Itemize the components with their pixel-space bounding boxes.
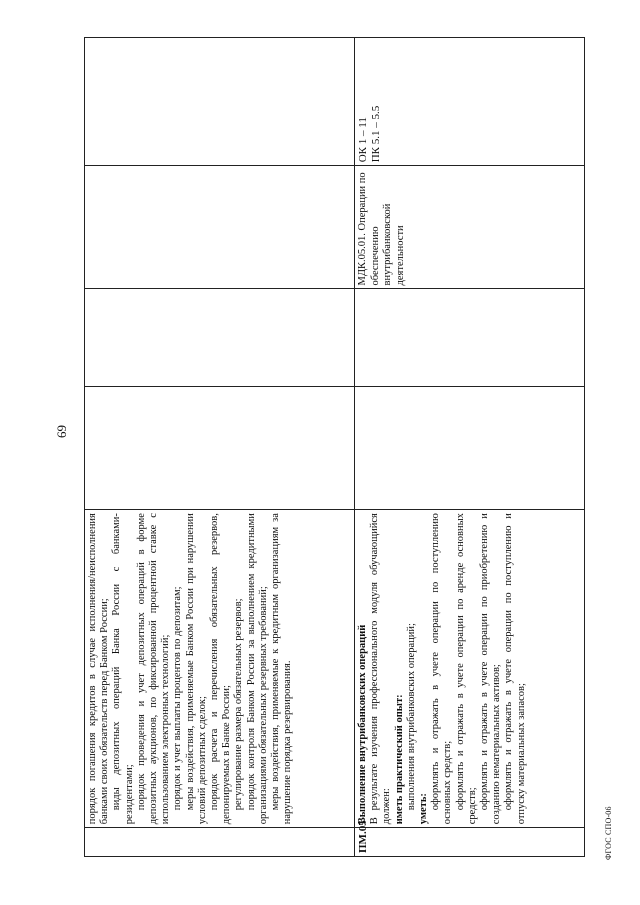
hours-cell <box>355 386 585 509</box>
curriculum-table <box>84 37 585 857</box>
page-number: 69 <box>54 425 69 438</box>
content-cell-top <box>85 510 355 828</box>
mdk-cell: МДК.05.01. Операции по обеспечению внутрибанковской деятельности <box>355 166 585 289</box>
module-title: Выполнение внутрибанковских операций <box>357 624 368 825</box>
content-line: порядок погашения кредитов в случае исполнения/неисполнения банками своих обязательств перед Банком России; <box>87 513 111 825</box>
module-intro: В результате изучения профессионального модуля обучающийся должен: <box>369 513 393 825</box>
competence-cell-empty <box>85 38 355 166</box>
mdk-cell-empty <box>85 166 355 289</box>
content-line: порядок и учет выплаты процентов по депозитам; <box>172 586 184 811</box>
footer-label: ФГОС СПО-06 <box>604 806 613 860</box>
content-line: виды депозитных операций Банка России с банками-резидентами; <box>111 513 135 825</box>
hours-cell <box>85 386 355 509</box>
table-row-top <box>85 38 355 857</box>
skills-label: уметь: <box>418 793 430 825</box>
module-code: ПМ.05 <box>355 828 585 857</box>
content-line: меры воздействия, применяемые к кредитным организациям за нарушение порядка резервирования. <box>270 513 294 825</box>
content-line: регулирование размера обязательных резервов; <box>233 598 245 811</box>
content-cell-bottom <box>355 510 585 828</box>
skill-item: оформлять и отражать в учете операции по поступлению и отпуску материальных запасов; <box>503 513 527 825</box>
practice-label: иметь практический опыт: <box>393 694 405 825</box>
code-cell-empty <box>85 828 355 857</box>
content-line: меры воздействия, применяемые Банком России при нарушении условий депозитных сделок; <box>184 513 208 825</box>
rotated-table-wrapper <box>84 37 584 857</box>
skill-item: оформлять и отражать в учете операции по приобретению и созданию нематериальных активов; <box>479 513 503 825</box>
competence-cell: ОК 1 – 11 ПК 5.1 – 5.5 <box>355 38 585 166</box>
hours-cell <box>85 289 355 387</box>
skill-item: оформлять и отражать в учете операции по поступлению основных средств; <box>430 513 454 825</box>
content-line: порядок расчета и перечисления обязательных резервов, депонируемых в Банке России; <box>209 513 233 825</box>
table-row-bottom <box>355 38 585 857</box>
hours-cell <box>355 289 585 387</box>
content-line: порядок проведения и учет депозитных операций в форме депозитных аукционов, по фиксированной процентной ставке с использованием электронных технологий; <box>135 513 172 825</box>
content-line: порядок контроля Банком России за выполнением кредитными организациями обязательных резервных требований; <box>245 513 269 825</box>
skill-item: оформлять и отражать в учете операции по аренде основных средств; <box>454 513 478 825</box>
practice-text: выполнения внутрибанковских операций; <box>405 623 417 811</box>
